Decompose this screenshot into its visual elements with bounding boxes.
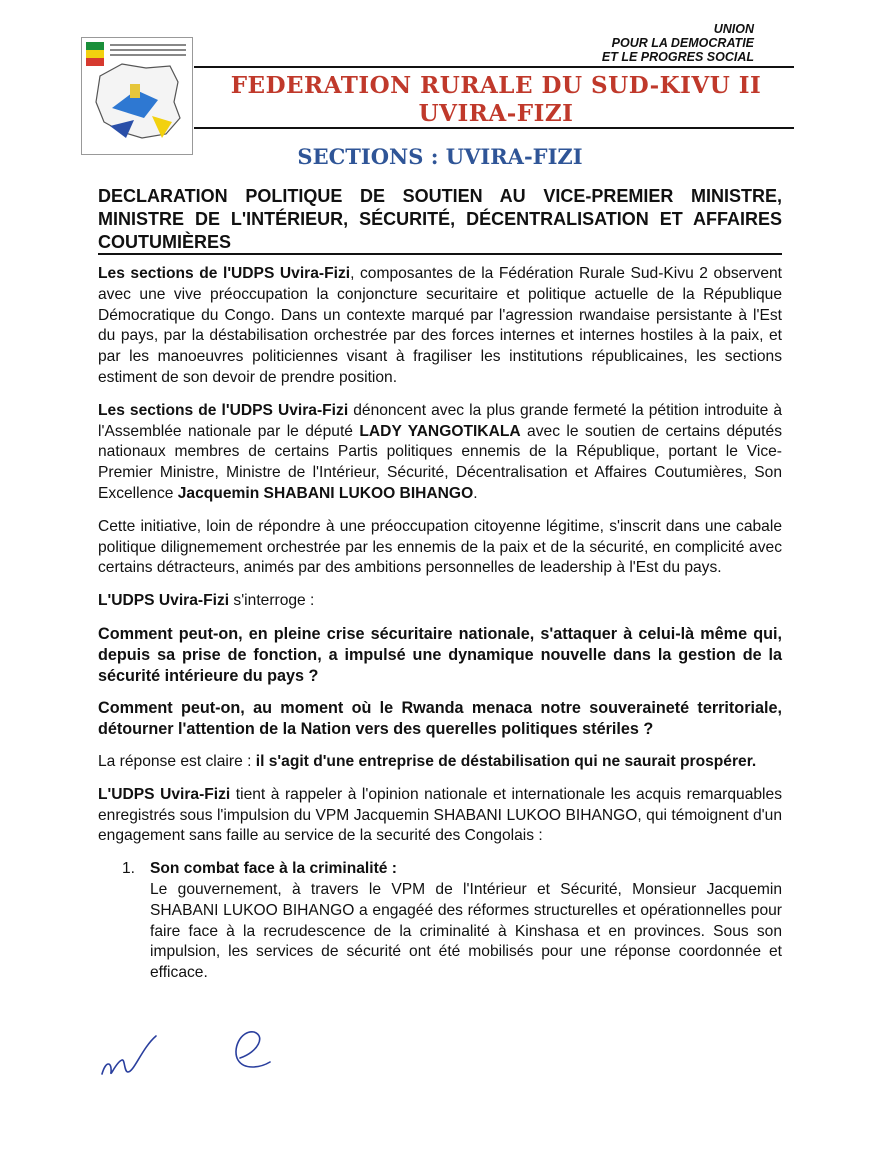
party-line: UNION [713, 22, 754, 36]
declaration-title: DECLARATION POLITIQUE DE SOUTIEN AU VICE-PREMIER MINISTRE, MINISTRE DE L'INTÉRIEUR, SÉCURITÉ, DÉCENTRALISATION ET AFFAIRES COUTUMIÈRES [98, 186, 782, 252]
header-rule-bottom [194, 127, 794, 129]
paragraph-text: tient à rappeler à l'opinion nationale et internationale les acquis remarquables enregistrés sous l'impulsion du VPM Jacquemin SHABANI LUKOO BIHANGO, qui témoignent d'un engagement sans faille au service de la securité des Congolais : [98, 785, 782, 845]
person-name: Jacquemin SHABANI LUKOO BIHANGO [177, 484, 474, 502]
paragraph-lead: L'UDPS Uvira-Fizi [98, 592, 230, 610]
paragraph [98, 752, 782, 773]
paragraph-text: La réponse est claire : [98, 752, 256, 770]
party-name [602, 22, 754, 64]
question: Comment peut-on, au moment où le Rwanda menaca notre souveraineté territoriale, détourner l'attention de la Nation vers des querelles politiques stériles ? [98, 699, 782, 739]
paragraph-text: avec le soutien de certains députés nationaux membres de certains Partis politiques ennemis de la République, portant le Vice-Premier Ministre, Ministre de l'Intérieur, Sécurité, Décentralisation et Affaires Coutumières, Son Excellence [98, 422, 782, 502]
paragraph [98, 591, 782, 612]
party-line: ET LE PROGRES SOCIAL [601, 50, 754, 64]
list-item-heading: Son combat face à la criminalité : [150, 860, 397, 878]
paragraph-text: , composantes de la Fédération Rurale Sud-Kivu 2 observent avec une vive préoccupation la conjoncture securitaire et politique actuelle de la République Démocratique du Congo. Dans un contexte marqué par l'agression rwandaise persistante à l'Est du pays, par la déstabilisation orchestrée par des forces internes et internes hostiles à la paix, et par les manoeuvres politiciennes visant à fragiliser les institutions républicaines, les sections estiment de son devoir de prendre position. [98, 265, 783, 386]
paragraph-text: s'interroge : [229, 592, 315, 610]
paragraph [98, 264, 782, 389]
paragraph: Cette initiative, loin de répondre à une préoccupation citoyenne légitime, s'inscrit dans une cabale politique dilignemement orchestrée par les ennemis de la paix et de la sécurité, en complicité avec certains détracteurs, animés par des ambitions personnelles de leadership à l'Est du pays. [98, 517, 782, 577]
header-rule-top [194, 66, 794, 68]
paragraph-text: . [473, 484, 478, 502]
paragraph [98, 785, 782, 847]
paragraph-lead: L'UDPS Uvira-Fizi [98, 785, 231, 803]
handwritten-initials [98, 1022, 298, 1082]
list-number: 1. [122, 860, 136, 878]
federation-subtitle: UVIRA-FIZI [418, 100, 574, 127]
list-item-text: Le gouvernement, à travers le VPM de l'Intérieur et Sécurité, Monsieur Jacquemin SHABANI LUKOO BIHANGO a engagéé des réformes structurelles et opérationnelles pour faire face à la recrudescence de la criminalité à Kinshasa et en provinces. Sous son impulsion, les services de sécurité ont été mobilisés pour une réponse coordonnée et efficace. [150, 880, 782, 982]
paragraph-lead: Les sections de l'UDPS Uvira-Fizi [98, 265, 351, 282]
paragraph-emphasis: il s'agit d'une entreprise de déstabilisation qui ne saurait prospérer. [255, 752, 757, 770]
person-name: LADY YANGOTIKALA [359, 422, 521, 440]
document-body [98, 264, 782, 984]
list-item [122, 859, 782, 984]
sections-title: SECTIONS : UVIRA-FIZI [297, 144, 583, 169]
paragraph-text: dénoncent avec la plus grande fermeté la pétition introduite à l'Assemblée nationale par le député [98, 401, 782, 440]
federation-logo [81, 37, 193, 155]
paragraph-lead: Les sections de l'UDPS Uvira-Fizi [98, 401, 349, 419]
paragraph [98, 401, 782, 505]
title-underline [98, 253, 782, 255]
federation-title: FEDERATION RURALE DU SUD-KIVU II [230, 72, 762, 99]
question: Comment peut-on, en pleine crise sécuritaire nationale, s'attaquer à celui-là même qui, depuis sa prise de fonction, a impulsé une dynamique nouvelle dans la gestion de la sécurité intérieure du pays ? [98, 624, 782, 685]
party-line: POUR LA DEMOCRATIE [611, 36, 754, 50]
